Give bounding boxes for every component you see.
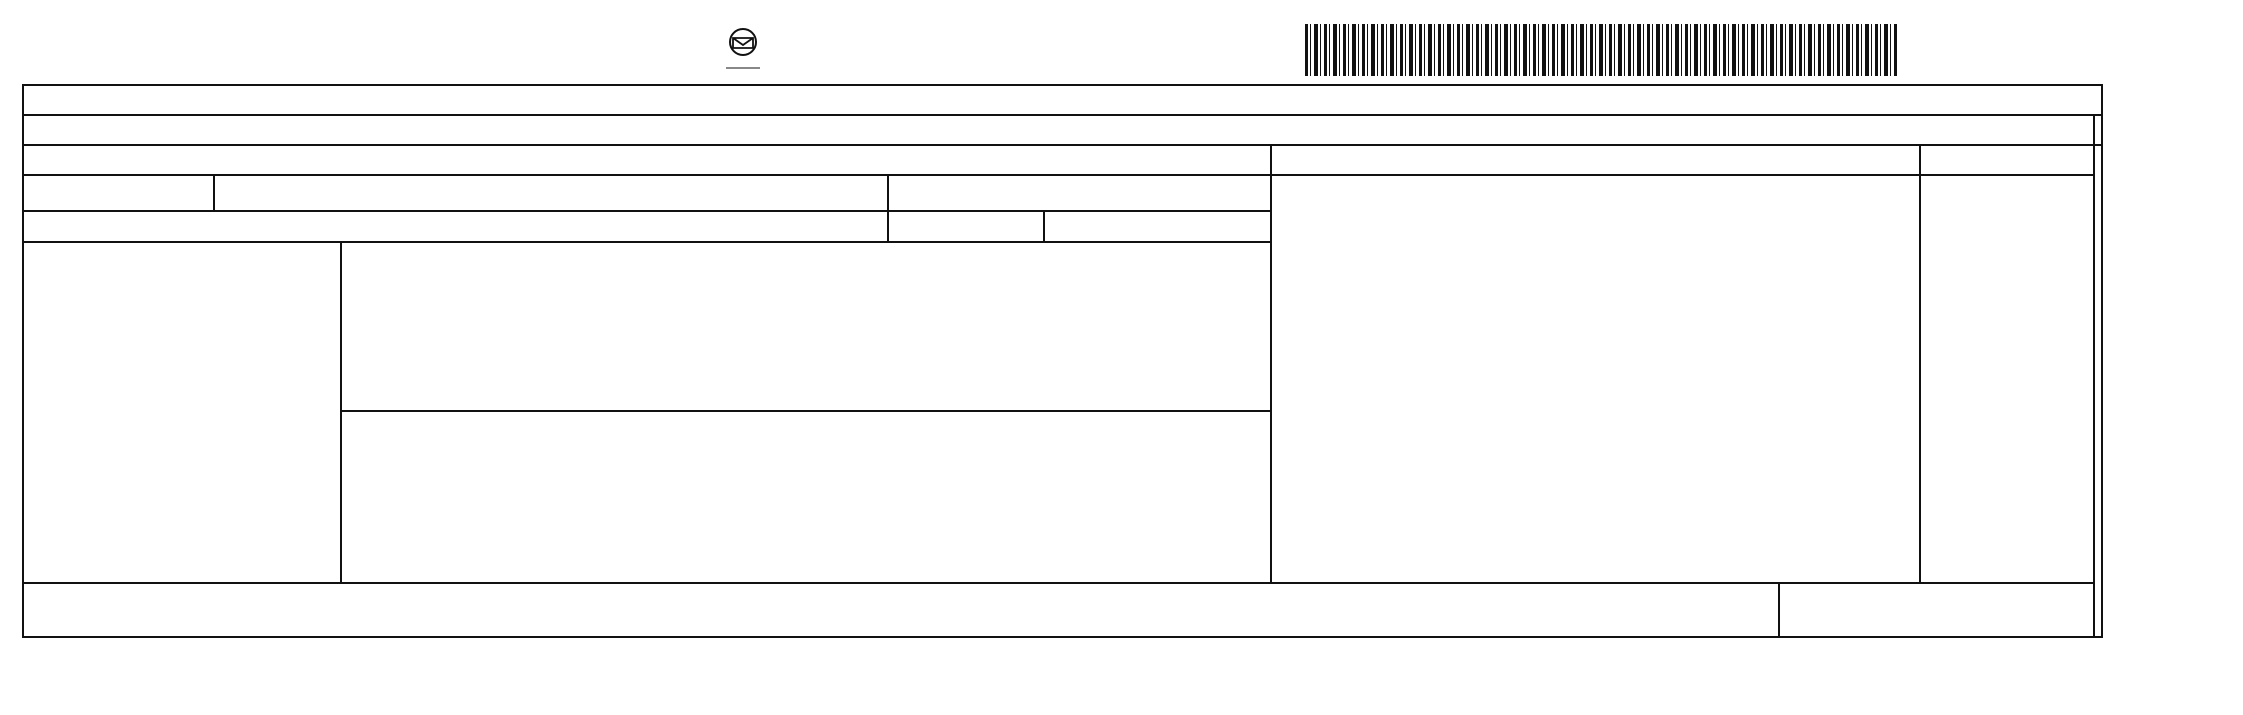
document-field [220, 180, 230, 208]
envelope-circle-icon [718, 24, 768, 72]
shipping-label-frame [22, 84, 2103, 638]
barcode [1305, 24, 1898, 76]
certipostal-logo [718, 24, 768, 72]
admission-field [894, 180, 900, 208]
